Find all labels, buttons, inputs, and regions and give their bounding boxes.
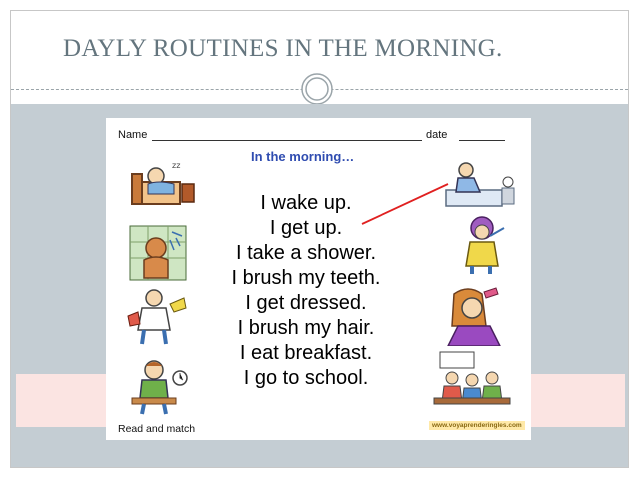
worksheet-heading: In the morning… xyxy=(251,149,355,164)
date-label: date xyxy=(426,129,448,141)
routine-line: I get up. xyxy=(269,217,343,239)
routine-line: I brush my teeth. xyxy=(231,267,381,289)
brushing-hair-picture xyxy=(444,286,506,346)
getting-up-picture xyxy=(444,158,518,212)
routine-line: I go to school. xyxy=(243,367,369,389)
routine-line: I get dressed. xyxy=(245,292,367,314)
going-to-school-picture xyxy=(432,348,512,406)
source-url: www.voyaprenderingles.com xyxy=(429,421,525,430)
taking-a-shower-picture xyxy=(128,224,188,282)
routine-line: I brush my hair. xyxy=(237,317,375,339)
name-line xyxy=(152,140,422,141)
worksheet-image xyxy=(106,118,531,440)
divider-circle-ornament xyxy=(301,73,333,105)
slide xyxy=(10,10,629,468)
name-label: Name xyxy=(118,129,148,141)
routine-line: I eat breakfast. xyxy=(239,342,373,364)
waking-up-in-bed-picture xyxy=(128,154,200,208)
eating-breakfast-picture xyxy=(128,356,190,416)
instruction-label: Read and match xyxy=(118,423,196,435)
routine-list xyxy=(206,191,406,391)
content-area xyxy=(11,104,628,467)
date-line xyxy=(459,140,505,141)
svg-text:zz: zz xyxy=(172,161,181,170)
routine-line: I wake up. xyxy=(260,192,352,214)
getting-dressed-picture xyxy=(124,286,190,348)
brushing-teeth-picture xyxy=(458,214,514,276)
routine-line: I take a shower. xyxy=(235,242,377,264)
slide-title: DAYLY ROUTINES IN THE MORNING. xyxy=(63,35,503,62)
